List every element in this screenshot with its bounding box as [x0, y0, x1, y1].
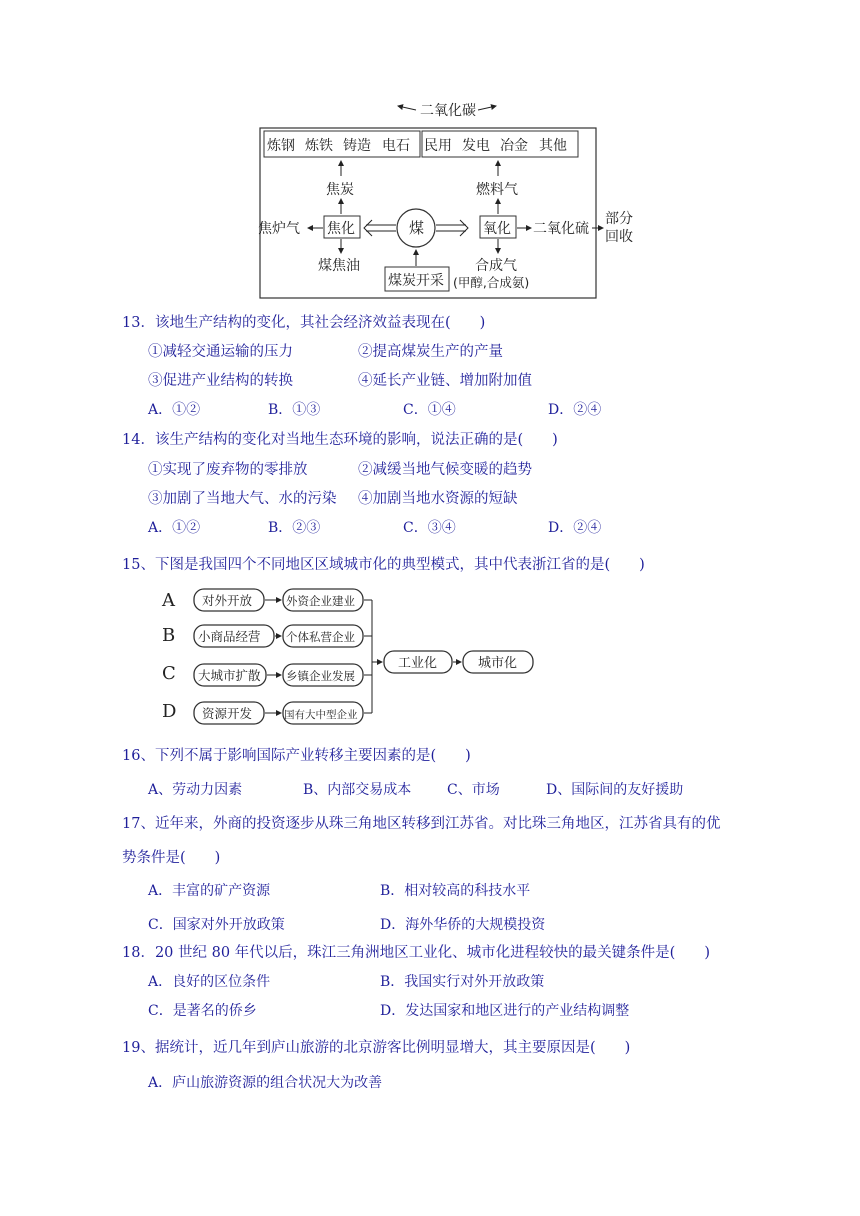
- coal-industry-diagram: [258, 98, 648, 303]
- q13-statement-4: ④延长产业链、增加附加值: [358, 373, 532, 389]
- power-label: 发电: [462, 138, 490, 154]
- small-commodity-box: 小商品经营: [198, 629, 261, 644]
- casting-label: 铸造: [343, 138, 371, 154]
- q18-option-b[interactable]: B．我国实行对外开放政策: [380, 974, 545, 990]
- resource-dev-box: 资源开发: [202, 706, 253, 721]
- option-letter-a: A: [162, 590, 175, 611]
- coking-label: 焦化: [327, 221, 355, 237]
- q14-stem: 14．该生产结构的变化对当地生态环境的影响，说法正确的是( ): [122, 432, 558, 448]
- q13-statement-2: ②提高煤炭生产的产量: [358, 344, 503, 360]
- q18-option-d[interactable]: D．发达国家和地区进行的产业结构调整: [380, 1003, 630, 1019]
- sulfur-dioxide-label: 二氧化硫: [533, 221, 589, 237]
- q16-option-d[interactable]: D、国际间的友好援助: [546, 782, 684, 798]
- open-up-box: 对外开放: [202, 593, 253, 608]
- q16-stem: 16、下列不属于影响国际产业转移主要因素的是( ): [122, 748, 471, 764]
- option-letter-d: D: [162, 701, 177, 722]
- q14-option-d[interactable]: D．②④: [548, 520, 602, 536]
- civil-label: 民用: [424, 138, 452, 154]
- q13-option-d[interactable]: D．②④: [548, 402, 602, 418]
- usage-row-left: [267, 137, 410, 154]
- private-enterprise-box: 个体私营企业: [286, 630, 355, 644]
- coal-tar-label: 煤焦油: [318, 258, 360, 274]
- q17-stem-line-2: 势条件是( ): [122, 850, 221, 866]
- q13-option-b[interactable]: B．①③: [268, 402, 321, 418]
- q16-option-b[interactable]: B、内部交易成本: [303, 782, 412, 798]
- carbon-dioxide-label: 二氧化碳: [420, 103, 476, 119]
- coke-oven-gas-label: 焦炉气: [258, 221, 300, 237]
- q17-option-b[interactable]: B．相对较高的科技水平: [380, 883, 531, 899]
- urbanization-box: 城市化: [478, 656, 518, 671]
- foreign-enterprise-box: 外资企业建业: [286, 594, 355, 608]
- option-letter-b: B: [162, 625, 176, 646]
- q17-option-a[interactable]: A．丰富的矿产资源: [148, 883, 271, 899]
- q13-option-a[interactable]: A．①②: [148, 402, 201, 418]
- q18-option-a[interactable]: A．良好的区位条件: [148, 974, 271, 990]
- coal-mining-label: 煤炭开采: [388, 273, 444, 289]
- fuel-gas-label: 燃料气: [476, 182, 518, 198]
- other-label: 其他: [539, 138, 567, 154]
- q13-stem: 13．该地生产结构的变化，其社会经济效益表现在( ): [122, 315, 486, 331]
- q17-option-d[interactable]: D．海外华侨的大规模投资: [380, 917, 546, 933]
- urbanization-model-diagram: [158, 585, 558, 725]
- carbide-label: 电石: [382, 138, 410, 154]
- q14-option-b[interactable]: B．②③: [268, 520, 321, 536]
- q14-statement-1: ①实现了废弃物的零排放: [148, 462, 308, 478]
- q13-statement-1: ①减轻交通运输的压力: [148, 344, 293, 360]
- q17-stem-line-1: 17、近年来，外商的投资逐步从珠三角地区转移到江苏省。对比珠三角地区，江苏省具有的优: [122, 816, 721, 832]
- syngas-note: (甲醇,合成氨): [453, 275, 530, 290]
- state-enterprise-box: 国有大中型企业: [284, 709, 358, 721]
- oxidation-label: 氧化: [483, 221, 511, 237]
- recovery-label: 回收: [605, 229, 633, 245]
- syngas-label: 合成气: [475, 258, 517, 274]
- q13-option-c[interactable]: C．①④: [403, 402, 456, 418]
- metallurgy-label: 冶金: [500, 138, 528, 154]
- q14-option-a[interactable]: A．①②: [148, 520, 201, 536]
- q16-option-c[interactable]: C、市场: [447, 782, 500, 798]
- q18-stem: 18．20 世纪 80 年代以后，珠江三角洲地区工业化、城市化进程较快的最关键条件是( ): [122, 945, 710, 961]
- option-letter-c: C: [162, 663, 176, 684]
- q19-option-a[interactable]: A．庐山旅游资源的组合状况大为改善: [148, 1075, 383, 1091]
- q15-stem: 15、下图是我国四个不同地区区域城市化的典型模式，其中代表浙江省的是( ): [122, 557, 645, 573]
- city-expansion-box: 大城市扩散: [198, 668, 261, 683]
- q13-statement-3: ③促进产业结构的转换: [148, 373, 293, 389]
- iron-label: 炼铁: [305, 138, 333, 154]
- usage-row-right: [424, 137, 567, 154]
- steel-label: 炼钢: [267, 138, 295, 154]
- township-enterprise-box: 乡镇企业发展: [286, 669, 355, 683]
- q14-statement-3: ③加剧了当地大气、水的污染: [148, 491, 337, 507]
- coal-label: 煤: [409, 219, 425, 237]
- q18-option-c[interactable]: C．是著名的侨乡: [148, 1003, 257, 1019]
- coke-label: 焦炭: [326, 182, 354, 198]
- q16-option-a[interactable]: A、劳动力因素: [148, 782, 243, 798]
- q14-option-c[interactable]: C．③④: [403, 520, 456, 536]
- industrialization-box: 工业化: [398, 656, 438, 671]
- q17-option-c[interactable]: C．国家对外开放政策: [148, 917, 285, 933]
- q14-statement-2: ②减缓当地气候变暖的趋势: [358, 462, 532, 478]
- q14-statement-4: ④加剧当地水资源的短缺: [358, 491, 518, 507]
- partial-label: 部分: [605, 211, 633, 227]
- q19-stem: 19、据统计，近几年到庐山旅游的北京游客比例明显增大，其主要原因是( ): [122, 1040, 631, 1056]
